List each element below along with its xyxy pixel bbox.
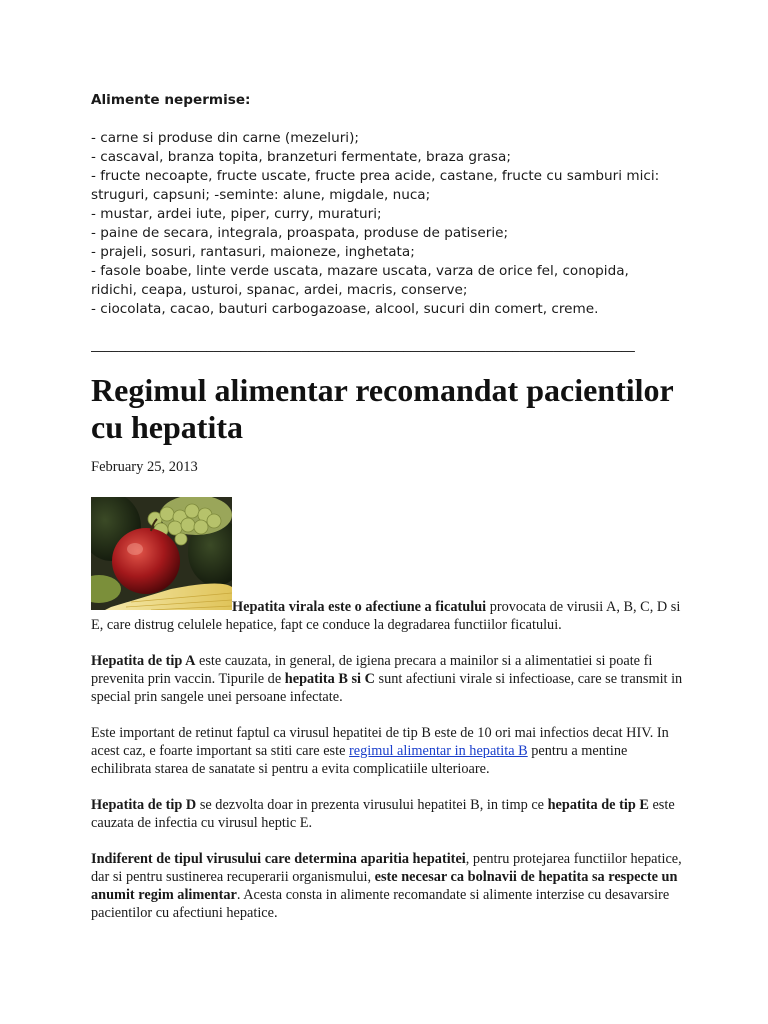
fruit-vegetables-photo xyxy=(91,497,232,610)
forbidden-foods-list xyxy=(91,129,691,319)
list-item: - paine de secara, integrala, proaspata, produse de patiserie; xyxy=(91,225,509,241)
list-item: - mustar, ardei iute, piper, curry, muraturi; xyxy=(91,206,382,222)
article-date: February 25, 2013 xyxy=(91,459,198,475)
list-item: struguri, capsuni; -seminte: alune, migdale, nuca; xyxy=(91,187,431,203)
text: se dezvolta doar in prezenta virusului hepatitei B, in timp ce xyxy=(196,797,548,813)
text: este cauzata de infectia cu virusul heptic E. xyxy=(91,797,675,831)
text: provocata de virusii A, B, C, D si E, care distrug celulele hepatice, fapt ce conduce la degradarea functiilor ficatului. xyxy=(91,599,681,633)
list-item: - prajeli, sosuri, rantasuri, maioneze, inghetata; xyxy=(91,244,415,260)
article-title: Regimul alimentar recomandat pacientilor cu hepatita xyxy=(91,372,674,445)
bold-text: Hepatita de tip A xyxy=(91,653,196,669)
diet-hepatitis-b-link[interactable]: regimul alimentar in hepatita B xyxy=(349,743,528,759)
bold-text: Indiferent de tipul virusului care determina aparitia hepatitei xyxy=(91,851,466,867)
list-item: - carne si produse din carne (mezeluri); xyxy=(91,130,359,146)
list-item: - ciocolata, cacao, bauturi carbogazoase, alcool, sucuri din comert, creme. xyxy=(91,301,599,317)
list-item: ridichi, ceapa, usturoi, spanac, ardei, macris, conserve; xyxy=(91,282,468,298)
text: Este important de retinut faptul ca virusul hepatitei de tip B este de 10 ori mai infectios decat HIV. In acest caz, e foarte important sa stiti care este xyxy=(91,725,669,759)
text: este cauzata, in general, de igiena precara a mainilor si a alimentatiei si poate fi prevenita prin vaccin. Tipurile de xyxy=(91,653,653,687)
separator-line: ________________________________________________________________________________ xyxy=(91,337,635,353)
paragraph-intro xyxy=(91,598,691,634)
paragraph-hepatitis-d-e xyxy=(91,796,691,832)
text: pentru a mentine echilibrata starea de sanatate si pentru a evita complicatiile ulterioare. xyxy=(91,743,628,777)
forbidden-foods-heading: Alimente nepermise: xyxy=(91,92,251,108)
bold-text: este necesar ca bolnavii de hepatita sa respecte un anumit regim alimentar xyxy=(91,869,678,903)
list-item: - fasole boabe, linte verde uscata, mazare uscata, varza de orice fel, conopida, xyxy=(91,263,629,279)
bold-text: Hepatita virala este o afectiune a ficatului xyxy=(232,599,487,615)
list-item: - cascaval, branza topita, branzeturi fermentate, braza grasa; xyxy=(91,149,511,165)
article-body xyxy=(91,598,691,940)
text: sunt afectiuni virale si infectioase, care se transmit in special prin sangele unei persoane infectate. xyxy=(91,671,683,705)
list-item: - fructe necoapte, fructe uscate, fructe prea acide, castane, fructe cu samburi mici: xyxy=(91,168,660,184)
paragraph-diet-summary xyxy=(91,850,691,922)
bold-text: hepatita de tip E xyxy=(547,797,649,813)
text: , pentru protejarea functiilor hepatice, dar si pentru sustinerea recuperarii organismului, xyxy=(91,851,682,885)
bold-text: Hepatita de tip D xyxy=(91,797,197,813)
paragraph-hepatitis-a xyxy=(91,652,691,706)
bold-text: hepatita B si C xyxy=(284,671,375,687)
text: . Acesta consta in alimente recomandate si alimente interzise cu desavarsire pacientilor cu afectiuni hepatice. xyxy=(91,887,670,921)
forbidden-foods-section xyxy=(91,91,691,319)
paragraph-hepatitis-b xyxy=(91,724,691,778)
